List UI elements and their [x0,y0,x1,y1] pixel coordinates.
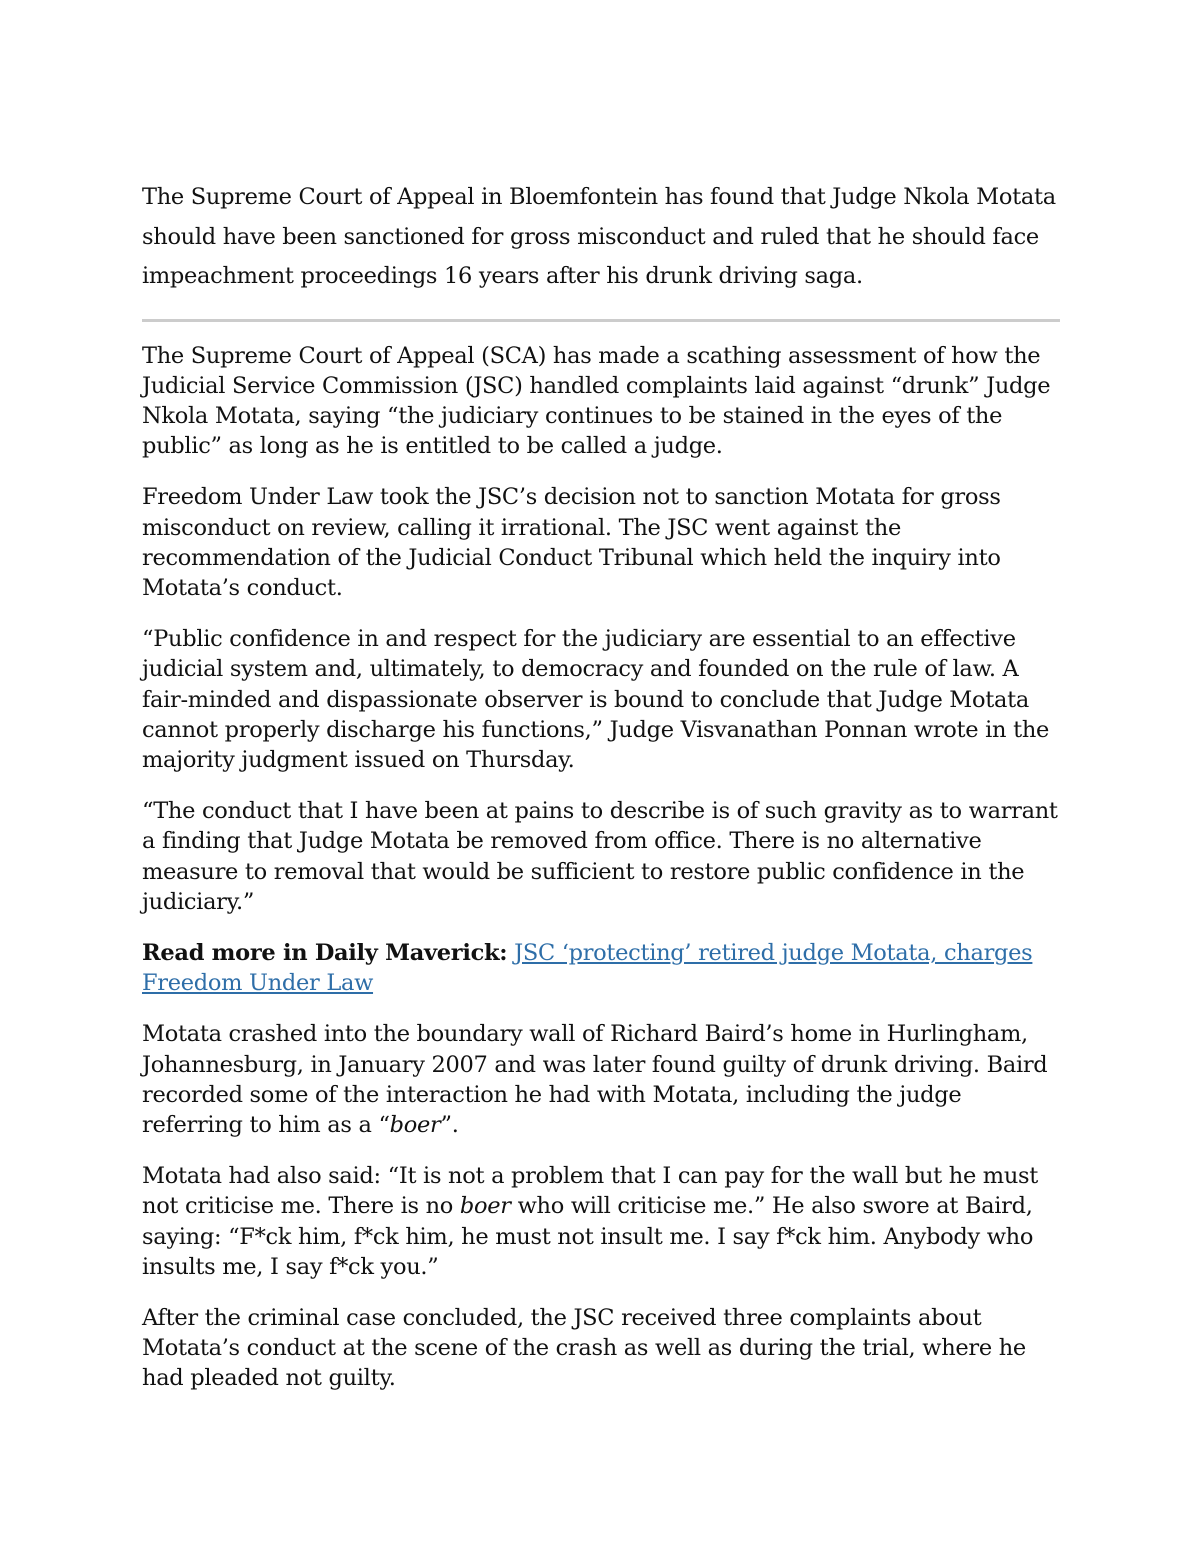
read-more-link[interactable]: JSC ‘protecting’ retired judge Motata, charges Freedom Under Law [142,939,1033,997]
article [142,178,1060,1415]
paragraph: The Supreme Court of Appeal (SCA) has made a scathing assessment of how the Judicial Service Commission (JSC) handled complaints laid against “drunk” Judge Nkola Motata, saying “the judiciary continues to be stained in the eyes of the public” as long as he is entitled to be called a judge. [142,342,1051,460]
read-more-label: Read more in Daily Maverick: [142,939,508,966]
paragraph-italic: boer [389,1111,441,1138]
paragraph: Freedom Under Law took the JSC’s decision not to sanction Motata for gross misconduct on review, calling it irrational. The JSC went against the recommendation of the Judicial Conduct Tribunal which held the inquiry into Motata’s conduct. [142,484,1001,601]
divider [142,319,1060,322]
paragraph [142,1019,1060,1140]
paragraph-text: who will criticise me.” He also swore at Baird, saying: “F*ck him, f*ck him, he must not insult me. I say f*ck him. Anybody who insults me, I say f*ck you.” [142,1193,1034,1280]
paragraph-text: ”. [440,1111,459,1138]
paragraph-text: Motata crashed into the boundary wall of Richard Baird’s home in Hurlingham, Johannesburg, in January 2007 and was later found guilty of drunk driving. Baird recorded some of the interaction he had with Motata, including the judge referring to him as a “ [142,1021,1048,1138]
paragraph: “Public confidence in and respect for the judiciary are essential to an effective judicial system and, ultimately, to democracy and founded on the rule of law. A fair-minded and dispassionate observer is bound to conclude that Judge Motata cannot properly discharge his functions,” Judge Visvanathan Ponnan wrote in the majority judgment issued on Thursday. [142,626,1050,773]
paragraph [142,1161,1060,1282]
paragraph-italic: boer [459,1193,511,1220]
article-lead: The Supreme Court of Appeal in Bloemfontein has found that Judge Nkola Motata should have been sanctioned for gross misconduct and ruled that he should face impeachment proceedings 16 years after his drunk driving saga. [142,184,1056,289]
paragraph: After the criminal case concluded, the JSC received three complaints about Motata’s conduct at the scene of the crash as well as during the trial, where he had pleaded not guilty. [142,1304,1026,1392]
paragraph: “The conduct that I have been at pains to describe is of such gravity as to warrant a finding that Judge Motata be removed from office. There is no alternative measure to removal that would be sufficient to restore public confidence in the judiciary.” [142,798,1058,915]
read-more [142,938,1060,998]
paragraph-text: Motata had also said: “It is not a problem that I can pay for the wall but he must not criticise me. There is no [142,1163,1039,1220]
